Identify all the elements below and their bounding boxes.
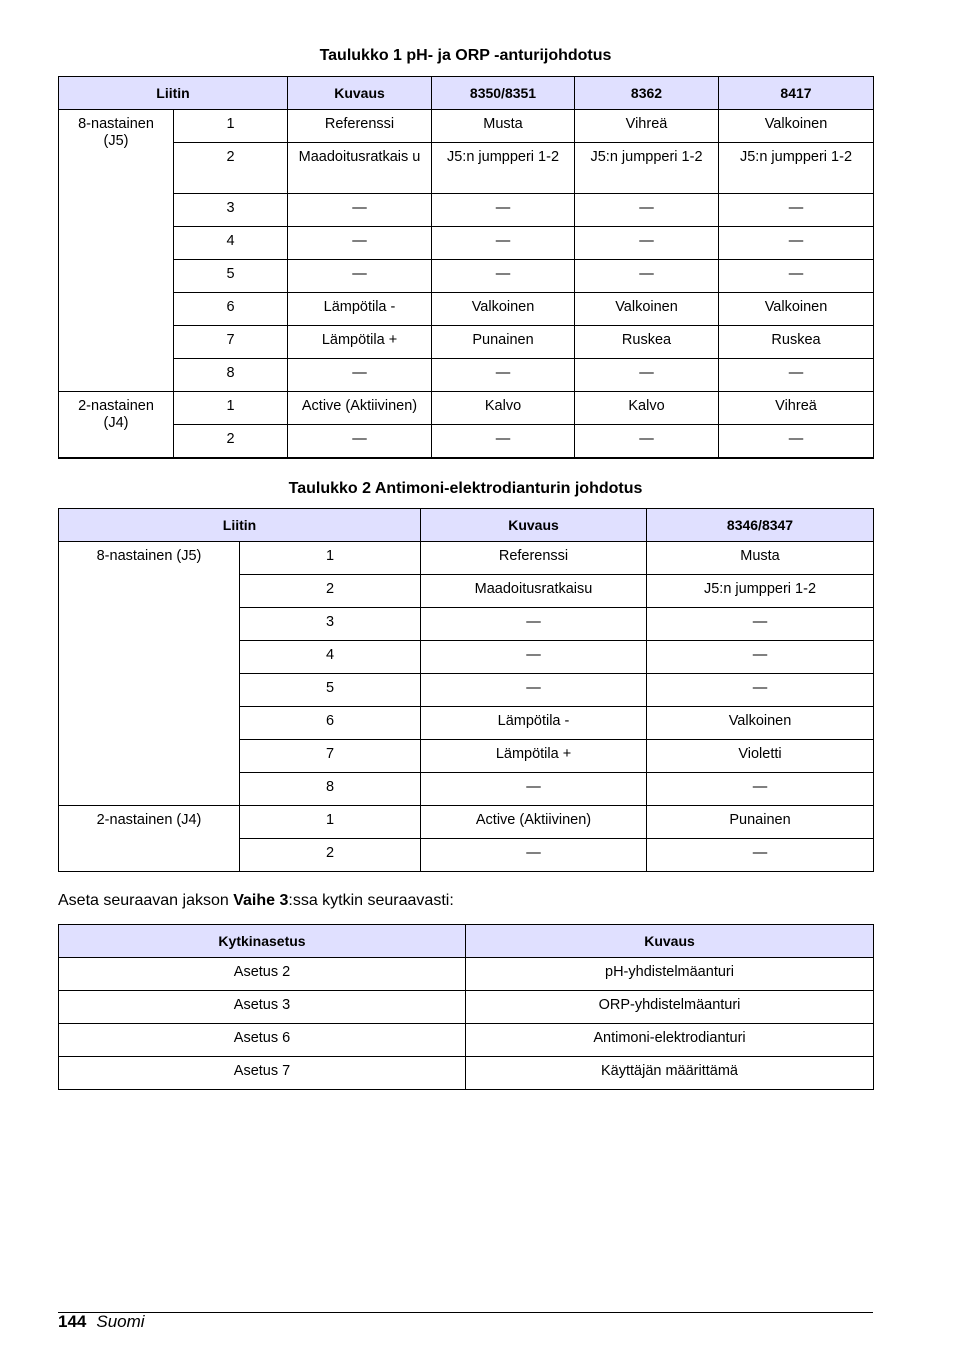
table3-header-switch-setting: Kytkinasetus [59,925,466,958]
page-number: 144 [58,1312,87,1331]
value-cell: — [575,425,719,458]
description-cell: Lämpötila - [421,707,647,740]
pin-cell: 6 [240,707,421,740]
value-cell: — [647,674,874,707]
value-cell: — [647,839,874,872]
footer-language: Suomi [96,1312,145,1331]
value-cell: Valkoinen [719,110,874,143]
pin-cell: 1 [240,542,421,575]
value-cell: — [575,359,719,392]
table2-header-row [59,509,874,542]
value-cell: — [719,194,874,227]
instruction-step-reference: Vaihe 3 [233,892,289,909]
value-cell: — [575,194,719,227]
table-row [59,392,874,425]
pin-cell: 1 [174,110,288,143]
value-cell: Musta [647,542,874,575]
description-cell: Maadoitusratkaisu [421,575,647,608]
pin-cell: 1 [240,806,421,839]
value-cell: Violetti [647,740,874,773]
setting-cell: Asetus 6 [59,1024,466,1057]
value-cell: J5:n jumpperi 1-2 [647,575,874,608]
pin-cell: 2 [240,575,421,608]
value-cell: — [432,359,575,392]
description-cell: Active (Aktiivinen) [288,392,432,425]
value-cell: Punainen [647,806,874,839]
setting-cell: Asetus 7 [59,1057,466,1090]
value-cell: — [719,260,874,293]
table1-ph-orp-wiring [58,76,874,459]
value-cell: — [432,227,575,260]
table1-header-connector: Liitin [59,77,288,110]
table1-group-2pin: 2-nastainen (J4) [59,392,174,458]
table1-header-8362: 8362 [575,77,719,110]
value-cell: Musta [432,110,575,143]
value-cell: Ruskea [575,326,719,359]
table2-header-8346: 8346/8347 [647,509,874,542]
table1-header-row [59,77,874,110]
table3-switch-settings [58,924,874,1090]
instruction-text-before: Aseta seuraavan jakson [58,892,234,909]
description-cell: — [288,194,432,227]
pin-cell: 7 [174,326,288,359]
table-row [59,958,874,991]
table-row [59,110,874,143]
pin-cell: 1 [174,392,288,425]
value-cell: Kalvo [432,392,575,425]
pin-cell: 4 [240,641,421,674]
table-row [59,542,874,575]
table1-header-description: Kuvaus [288,77,432,110]
value-cell: — [719,359,874,392]
table2-group-2pin: 2-nastainen (J4) [59,806,240,872]
pin-cell: 2 [174,143,288,194]
page-footer [58,1312,145,1332]
pin-cell: 2 [174,425,288,458]
value-cell: Valkoinen [647,707,874,740]
description-cell: — [288,260,432,293]
description-cell: — [421,608,647,641]
table-row [59,991,874,1024]
pin-cell: 3 [174,194,288,227]
pin-cell: 4 [174,227,288,260]
table-row [59,359,874,392]
pin-cell: 3 [240,608,421,641]
value-cell: — [647,608,874,641]
instruction-text-after: :ssa kytkin seuraavasti: [288,892,454,909]
description-cell: Käyttäjän määrittämä [466,1057,874,1090]
value-cell: — [432,260,575,293]
value-cell: Valkoinen [432,293,575,326]
description-cell: — [421,839,647,872]
table3-header-row [59,925,874,958]
table3-header-description: Kuvaus [466,925,874,958]
table2-antimony-wiring [58,508,874,872]
setting-cell: Asetus 2 [59,958,466,991]
table-row [59,260,874,293]
value-cell: Vihreä [575,110,719,143]
table1-header-8417: 8417 [719,77,874,110]
table1-group-8pin: 8-nastainen (J5) [59,110,174,392]
description-cell: — [421,773,647,806]
value-cell: Valkoinen [575,293,719,326]
value-cell: Ruskea [719,326,874,359]
table-row [59,326,874,359]
pin-cell: 5 [174,260,288,293]
value-cell: J5:n jumpperi 1-2 [575,143,719,194]
value-cell: — [575,260,719,293]
table1-header-8350: 8350/8351 [432,77,575,110]
value-cell: — [647,641,874,674]
table-row [59,1024,874,1057]
description-cell: — [288,425,432,458]
value-cell: — [432,194,575,227]
value-cell: Kalvo [575,392,719,425]
table-row [59,1057,874,1090]
table2-group-8pin: 8-nastainen (J5) [59,542,240,806]
description-cell: pH-yhdistelmäanturi [466,958,874,991]
pin-cell: 8 [240,773,421,806]
table-row [59,194,874,227]
description-cell: Referenssi [421,542,647,575]
pin-cell: 2 [240,839,421,872]
value-cell: — [647,773,874,806]
description-cell: — [288,359,432,392]
value-cell: J5:n jumpperi 1-2 [719,143,874,194]
description-cell: Antimoni-elektrodianturi [466,1024,874,1057]
description-cell: ORP-yhdistelmäanturi [466,991,874,1024]
description-cell: Active (Aktiivinen) [421,806,647,839]
setting-cell: Asetus 3 [59,991,466,1024]
value-cell: — [719,227,874,260]
table2-header-description: Kuvaus [421,509,647,542]
table-row [59,143,874,194]
value-cell: — [575,227,719,260]
description-cell: — [421,641,647,674]
value-cell: J5:n jumpperi 1-2 [432,143,575,194]
table-row [59,425,874,458]
value-cell: Punainen [432,326,575,359]
description-cell: Lämpötila + [421,740,647,773]
table-row [59,806,874,839]
pin-cell: 5 [240,674,421,707]
instruction-paragraph [58,892,454,910]
description-cell: Lämpötila - [288,293,432,326]
description-cell: Maadoitusratkais u [288,143,432,194]
table2-caption: Taulukko 2 Antimoni-elektrodianturin johdotus [288,480,643,497]
value-cell: Vihreä [719,392,874,425]
pin-cell: 8 [174,359,288,392]
pin-cell: 6 [174,293,288,326]
footer-divider [58,1312,873,1313]
description-cell: — [288,227,432,260]
description-cell: — [421,674,647,707]
table-row [59,293,874,326]
value-cell: — [432,425,575,458]
table-row [59,227,874,260]
description-cell: Lämpötila + [288,326,432,359]
table1-caption: Taulukko 1 pH- ja ORP -anturijohdotus [319,47,612,64]
value-cell: — [719,425,874,458]
value-cell: Valkoinen [719,293,874,326]
pin-cell: 7 [240,740,421,773]
table2-header-connector: Liitin [59,509,421,542]
description-cell: Referenssi [288,110,432,143]
